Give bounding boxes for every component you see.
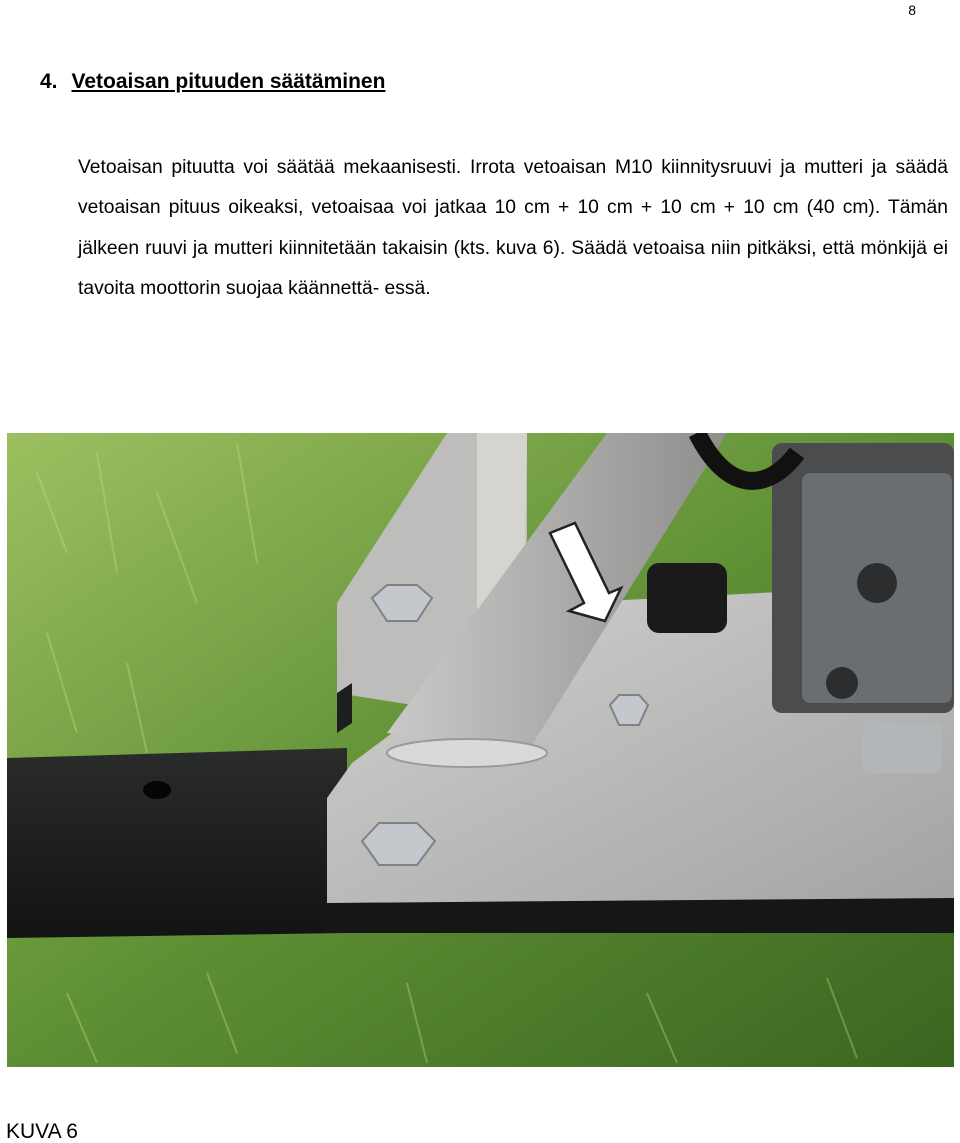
section-number: 4.	[40, 70, 58, 93]
body-paragraph: Vetoaisan pituutta voi säätää mekaanisesti. Irrota vetoaisan M10 kiinnitysruuvi ja mutteri ja säädä vetoaisan pituus oikeaksi, vetoaisaa voi jatkaa 10 cm + 10 cm + 10 cm + 10 cm (40 cm). Tämän jälkeen ruuvi ja mutteri kiinnitetään takaisin (kts. kuva 6). Säädä vetoaisa niin pitkäksi, että mönkijä ei tavoita moottorin suojaa käännettä- essä.	[78, 157, 948, 299]
figure-photo	[7, 433, 954, 1067]
page-number: 8	[908, 2, 916, 18]
section-heading	[40, 70, 385, 94]
drawbar-photo-illustration	[7, 433, 954, 1067]
figure-caption: KUVA 6	[6, 1120, 78, 1143]
section-title: Vetoaisan pituuden säätäminen	[71, 70, 386, 93]
